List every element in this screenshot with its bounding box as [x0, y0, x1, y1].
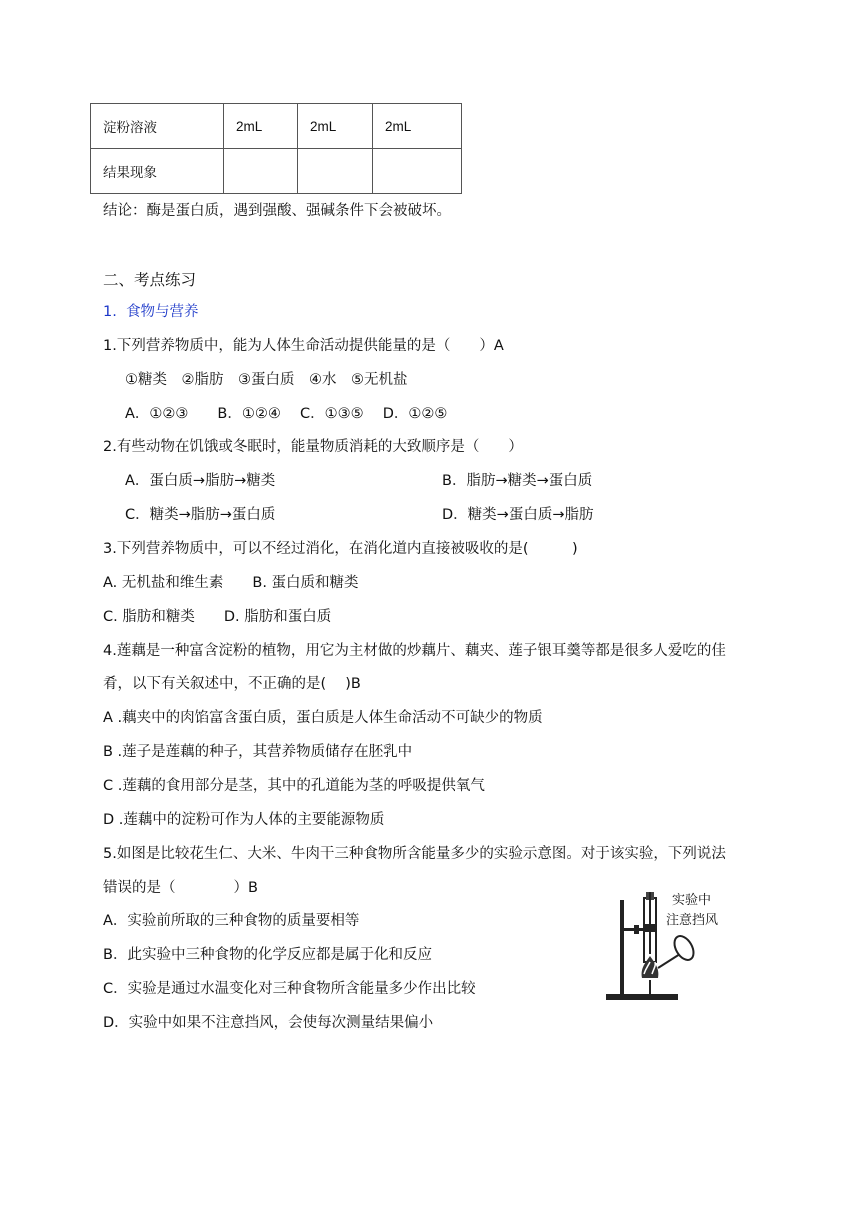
- q4-stem-line2: 肴，以下有关叙述中，不正确的是( )B: [103, 676, 361, 692]
- q2-option-c: C．糖类→脂肪→蛋白质: [125, 507, 276, 523]
- q5-stem-line1: 5.如图是比较花生仁、大米、牛肉干三种食物所含能量多少的实验示意图。对于该实验，下列说法: [103, 846, 726, 862]
- row-label: 结果现象: [91, 149, 224, 194]
- q1-stem: 1.下列营养物质中，能为人体生命活动提供能量的是（ ）A: [103, 338, 504, 354]
- q4-stem-line1: 4.莲藕是一种富含淀粉的植物，用它为主材做的炒藕片、藕夹、莲子银耳羹等都是很多人爱吃的佳: [103, 643, 726, 659]
- q2-option-b: B．脂肪→糖类→蛋白质: [442, 473, 593, 489]
- table-cell: 2mL: [298, 104, 373, 149]
- subsection-heading: [103, 302, 199, 322]
- q3-options-cd: C. 脂肪和糖类 D. 脂肪和蛋白质: [103, 609, 332, 625]
- table-cell: [224, 149, 298, 194]
- q3-stem: 3.下列营养物质中，可以不经过消化，在消化道内直接被吸收的是( ): [103, 541, 578, 557]
- subsection-number: 1.: [103, 304, 117, 320]
- q4-option-a: A .藕夹中的肉馅富含蛋白质，蛋白质是人体生命活动不可缺少的物质: [103, 710, 543, 726]
- q5-option-d: D．实验中如果不注意挡风，会使每次测量结果偏小: [103, 1015, 434, 1031]
- q3-options-ab: A. 无机盐和维生素 B. 蛋白质和糖类: [103, 575, 359, 591]
- stand-rod: [620, 900, 624, 996]
- q1-items: ①糖类 ②脂肪 ③蛋白质 ④水 ⑤无机盐: [125, 372, 408, 388]
- q5-option-b: B．此实验中三种食物的化学反应都是属于化和反应: [103, 947, 432, 963]
- tube-clamp: [644, 924, 656, 932]
- q5-option-a: A．实验前所取的三种食物的质量要相等: [103, 913, 360, 929]
- q5-stem-line2: 错误的是（ ）B: [103, 880, 258, 896]
- figure-label-line1: 实验中: [672, 893, 712, 908]
- table-cell: 2mL: [373, 104, 462, 149]
- subsection-title: 食物与营养: [126, 304, 199, 320]
- q2-stem: 2.有些动物在饥饿或冬眠时，能量物质消耗的大致顺序是（ ）: [103, 439, 523, 455]
- table-cell: [298, 149, 373, 194]
- table-cell: [373, 149, 462, 194]
- q4-option-b: B .莲子是莲藕的种子，其营养物质储存在胚乳中: [103, 744, 413, 760]
- experiment-table: [90, 103, 462, 194]
- q4-option-c: C .莲藕的食用部分是茎，其中的孔道能为茎的呼吸提供氧气: [103, 778, 485, 794]
- conclusion: 结论：酶是蛋白质，遇到强酸、强碱条件下会被破坏。: [103, 203, 451, 219]
- wind-shield: [671, 933, 698, 964]
- calorimeter-diagram: [600, 882, 730, 1006]
- q4-option-d: D .莲藕中的淀粉可作为人体的主要能源物质: [103, 812, 385, 828]
- row-label: 淀粉溶液: [91, 104, 224, 149]
- shield-handle: [658, 954, 680, 968]
- table-row: [91, 149, 462, 194]
- calorimeter-figure: [600, 882, 730, 1006]
- q2-option-d: D．糖类→蛋白质→脂肪: [442, 507, 594, 523]
- table-row: [91, 104, 462, 149]
- figure-label-line2: 注意挡风: [666, 913, 719, 928]
- q5-option-c: C．实验是通过水温变化对三种食物所含能量多少作出比较: [103, 981, 476, 997]
- clamp-joint: [634, 925, 639, 934]
- section-title: 二、考点练习: [103, 271, 197, 289]
- stand-base: [606, 994, 678, 1000]
- q1-options: A．①②③ B．①②④ C．①③⑤ D．①②⑤: [125, 406, 448, 422]
- table-cell: 2mL: [224, 104, 298, 149]
- q2-option-a: A．蛋白质→脂肪→糖类: [125, 473, 276, 489]
